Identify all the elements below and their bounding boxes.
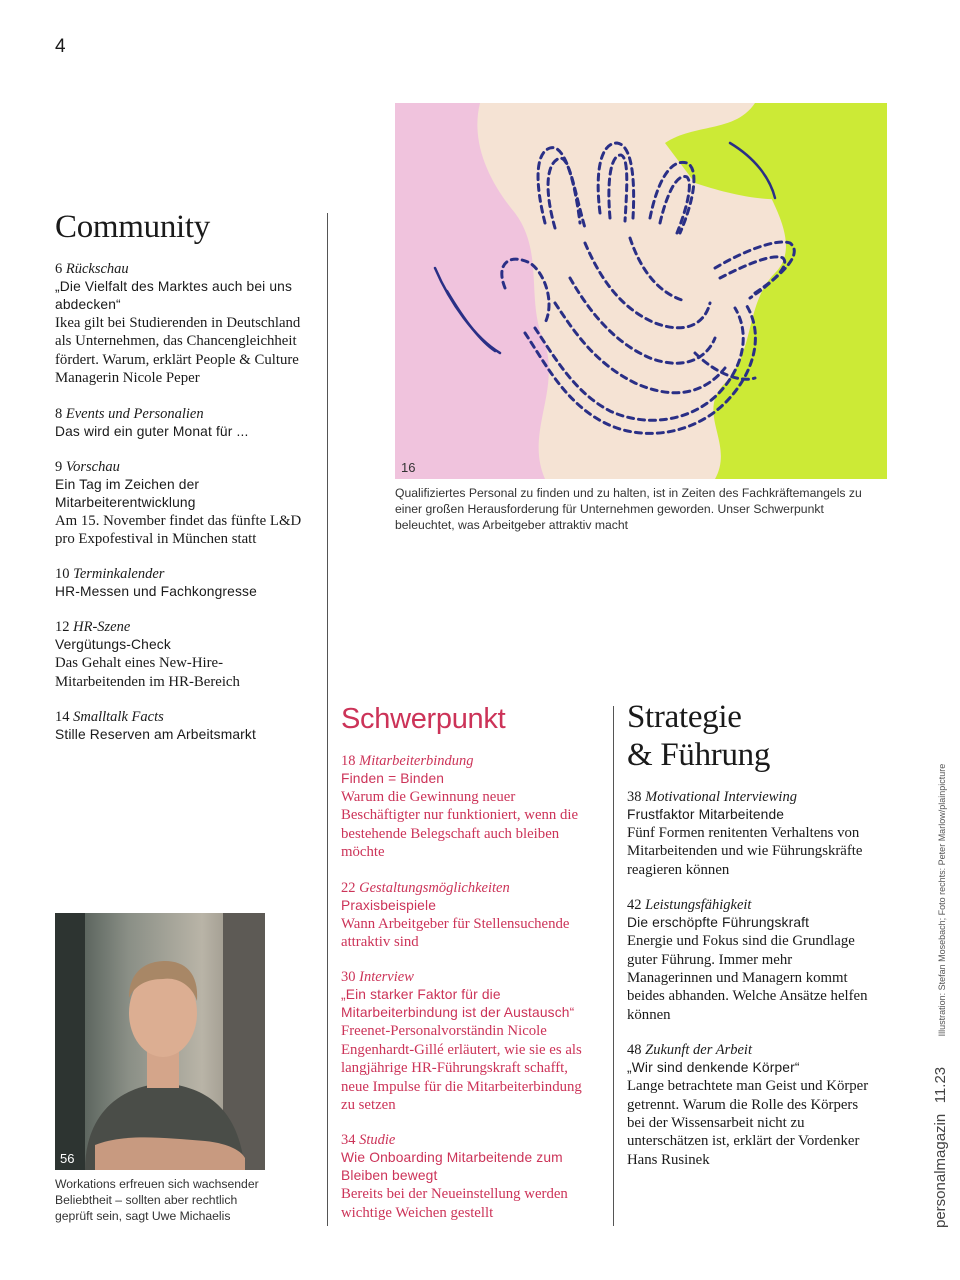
entry-page-number: 14 [55,709,70,726]
entry-title: „Die Vielfalt des Marktes auch bei uns abdecken“ [55,279,293,312]
entry-kicker [55,565,303,583]
toc-entry[interactable] [341,1131,593,1222]
entry-title: Stille Reserven am Arbeitsmarkt [55,727,256,743]
entry-kicker [55,708,303,726]
entry-description: Ikea gilt bei Studierenden in Deutschland als Unternehmen, das Chancengleichheit fördert. Warum, erklärt People & Culture Managerin Nicole Peper [55,315,301,387]
entry-rubric: Rückschau [65,261,129,277]
issue-number: 11.23 [932,1066,949,1104]
entry-rubric: Leistungsfähigkeit [645,897,752,914]
toc-entry[interactable] [55,618,303,691]
entry-kicker [627,788,877,806]
divider-right [613,706,614,1226]
schwerpunkt-section [341,700,593,1239]
photo-credit: Illustration: Stefan Mosebach; Foto rechts: Peter Marlow/plainpicture [937,763,947,1037]
entry-kicker [341,879,593,897]
community-entries [55,260,303,744]
entry-page-number: 30 [341,969,356,986]
vertical-footer [932,764,950,1228]
entry-title: „Ein starker Faktor für die Mitarbeiterbindung ist der Austausch“ [341,987,575,1021]
entry-description: Lange betrachtete man Geist und Körper getrennt. Warum die Rolle des Körpers bei der Wissensarbeit nicht zu unterschätzen ist, erklärt der Vordenker Hans Rusinek [627,1078,869,1168]
entry-rubric: Zukunft der Arbeit [645,1042,752,1059]
entry-description: Am 15. November findet das fünfte L&D pro Expofestival in München statt [55,512,302,548]
entry-title: „Wir sind denkende Körper“ [627,1060,800,1076]
community-heading: Community [55,209,210,245]
toc-entry[interactable] [341,968,593,1114]
entry-description: Fünf Formen renitenten Verhaltens von Mitarbeitenden und wie Führungskräfte reagieren können [627,825,863,878]
entry-kicker [341,1131,593,1149]
entry-kicker [55,618,303,636]
hero-page-ref: 16 [401,460,416,475]
magazine-name: personalmagazin [932,1113,949,1228]
entry-description: Das Gehalt eines New-Hire-Mitarbeitenden im HR-Bereich [55,655,240,690]
portrait-photo [55,913,265,1170]
toc-entry[interactable] [627,1041,877,1169]
entry-rubric: Studie [359,1132,396,1149]
entry-title: Vergütungs-Check [55,637,171,653]
toc-entry[interactable] [55,708,303,744]
toc-entry[interactable] [627,788,877,879]
strategie-section [627,698,877,1186]
hero-caption: Qualifiziertes Personal zu finden und zu halten, ist in Zeiten des Fachkräftemangels zu einer großen Herausforderung für Unternehmen geworden. Unser Schwerpunkt beleuchtet, was Arbeitgeber attraktiv macht [395,486,862,532]
community-section [55,208,303,761]
entry-page-number: 42 [627,897,642,914]
entry-title: Ein Tag im Zeichen der Mitarbeiterentwicklung [55,476,200,510]
toc-entry[interactable] [627,896,877,1024]
entry-description: Bereits bei der Neueinstellung werden wichtige Weichen gestellt [341,1186,568,1221]
entry-kicker [627,1041,877,1059]
photo-caption: Workations erfreuen sich wachsender Beliebtheit – sollten aber rechtlich geprüft sein, sagt Uwe Michaelis [55,1177,259,1223]
entry-rubric: Vorschau [65,458,120,475]
divider-left [327,213,328,1226]
entry-rubric: Mitarbeiterbindung [359,753,474,769]
entry-title: Praxisbeispiele [341,897,437,913]
entry-title: Finden = Binden [341,771,445,786]
entry-kicker [341,752,593,770]
strategie-heading-line2: & Führung [627,737,771,773]
schwerpunkt-entries [341,752,593,1222]
entry-rubric: Motivational Interviewing [645,789,797,805]
toc-entry[interactable] [55,458,303,549]
entry-rubric: Smalltalk Facts [73,709,164,726]
entry-title: HR-Messen und Fachkongresse [55,584,257,600]
entry-description: Warum die Gewinnung neuer Beschäftigter nur funktioniert, wenn die bestehende Belegschaft auch bleiben möchte [341,789,579,861]
entry-page-number: 8 [55,405,63,422]
entry-page-number: 22 [341,879,356,896]
entry-rubric: Interview [359,969,414,986]
hero-illustration [395,103,887,479]
entry-title: Frustfaktor Mitarbeitende [627,807,785,822]
strategie-heading-line1: Strategie [627,699,742,735]
entry-kicker [55,405,303,423]
entry-rubric: Events und Personalien [65,405,204,422]
strategie-heading [627,698,877,774]
entry-description: Energie und Fokus sind die Grundlage guter Führung. Immer mehr Managerinnen und Managern kommt beides abhanden. Welche Ansätze helfen können [627,933,868,1023]
entry-description: Wann Arbeitgeber für Stellensuchende attraktiv sind [341,915,570,951]
toc-entry[interactable] [55,565,303,601]
entry-kicker [341,968,593,986]
toc-entry[interactable] [341,879,593,952]
entry-kicker [55,260,303,278]
entry-title: Das wird ein guter Monat für ... [55,423,249,439]
toc-entry[interactable] [55,260,303,388]
entry-page-number: 10 [55,566,70,583]
entry-description: Freenet-Personalvorständin Nicole Engenhardt-Gillé erläutert, wie sie es als langjährige HR-Führungskraft schafft, neue Impulse für die Mitarbeiterbindung zu setzen [341,1023,582,1114]
entry-page-number: 9 [55,458,63,475]
entry-title: Die erschöpfte Führungskraft [627,915,810,931]
entry-page-number: 38 [627,789,642,805]
toc-entry[interactable] [55,405,303,441]
entry-kicker [55,458,303,476]
portrait-image [55,913,265,1170]
entry-page-number: 34 [341,1132,356,1149]
toc-entry[interactable] [341,752,593,862]
schwerpunkt-heading: Schwerpunkt [341,703,506,735]
entry-rubric: HR-Szene [73,619,131,636]
photo-page-ref: 56 [60,1151,75,1166]
entry-kicker [627,896,877,914]
entry-rubric: Gestaltungsmöglichkeiten [359,879,510,896]
entry-page-number: 12 [55,619,70,636]
entry-page-number: 6 [55,261,63,277]
hand-illustration [395,103,887,479]
strategie-entries [627,788,877,1169]
entry-rubric: Terminkalender [73,566,165,583]
entry-title: Wie Onboarding Mitarbeitende zum Bleiben bewegt [341,1150,563,1184]
entry-page-number: 48 [627,1042,642,1059]
page-number: 4 [55,36,66,57]
entry-page-number: 18 [341,753,356,769]
